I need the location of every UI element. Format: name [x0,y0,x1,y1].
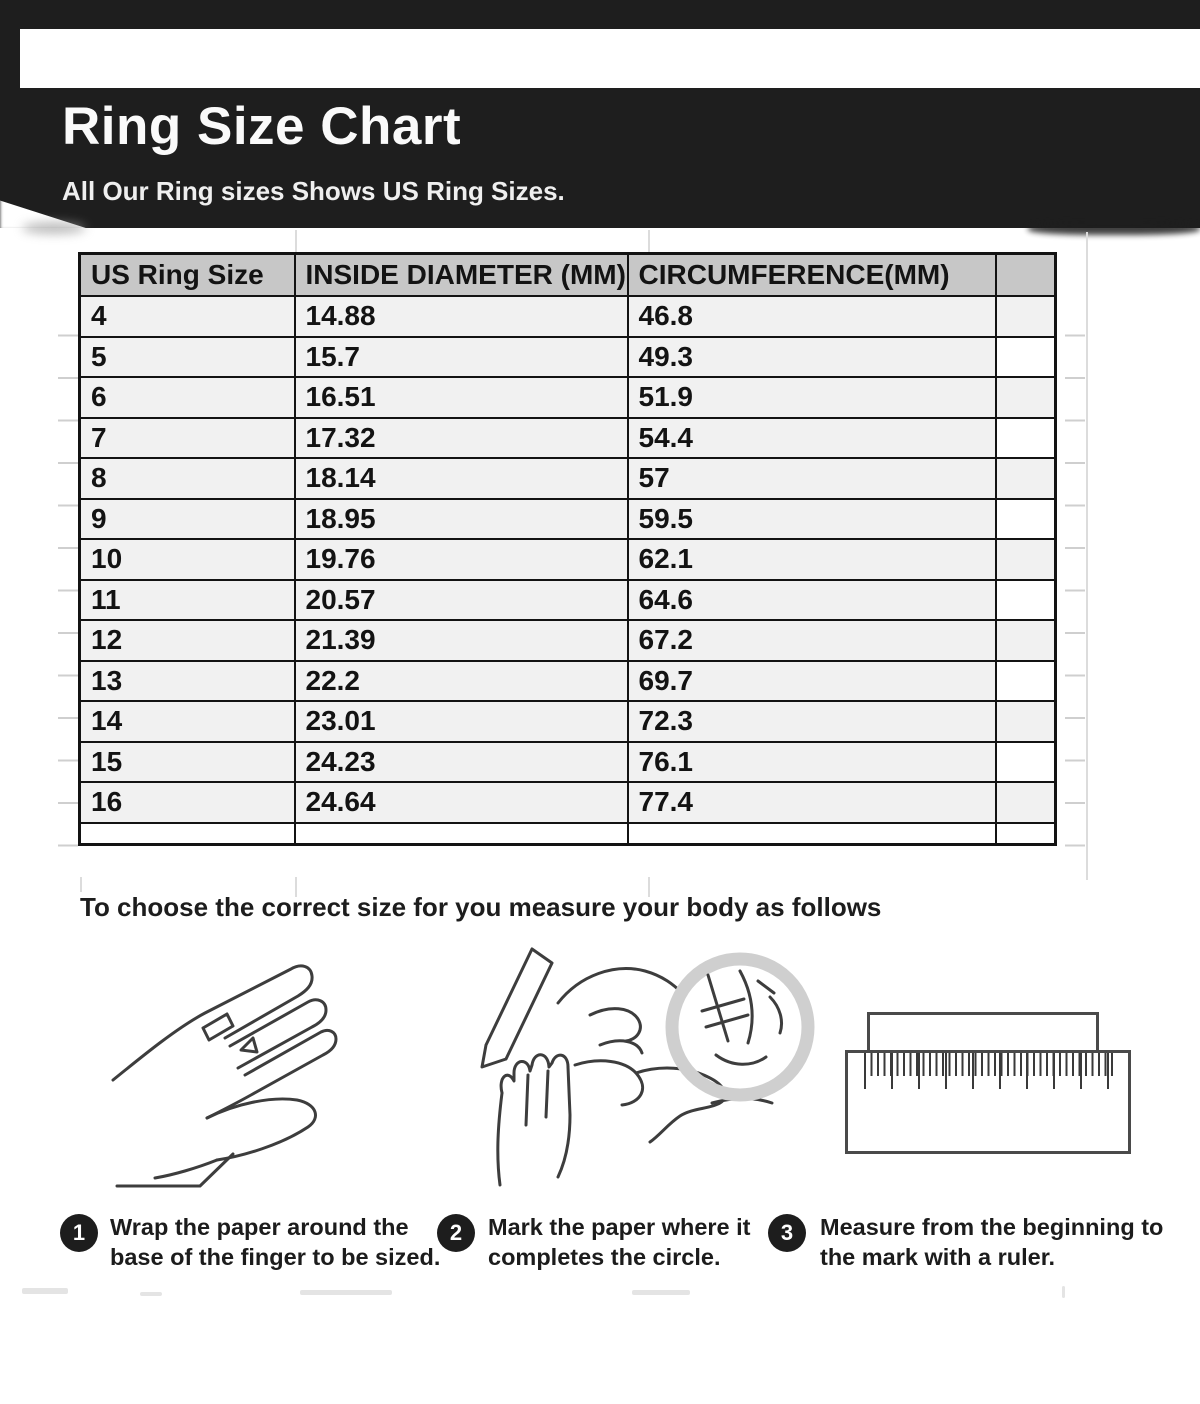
cell-circumference: 46.8 [628,296,996,337]
hand-paper-wrap-illustration [105,958,450,1203]
table-row [80,296,1056,337]
spill-cell [996,337,1056,378]
artifact-smudge [1062,1286,1065,1298]
cell-diameter: 16.51 [295,377,628,418]
cell-circumference: 72.3 [628,701,996,742]
header-white-strip [20,29,1200,88]
artifact-smudge [22,1288,68,1294]
ruler-ticks-major [864,1053,1114,1089]
mark-paper-pen-illustration [440,945,850,1200]
cell-size: 14 [80,701,295,742]
cell-circumference: 49.3 [628,337,996,378]
cell-size: 12 [80,620,295,661]
cell-size: 9 [80,499,295,540]
ruler-measure-illustration [845,1008,1133,1156]
page-subtitle: All Our Ring sizes Shows US Ring Sizes. [62,176,565,206]
cell-diameter: 22.2 [295,661,628,702]
cell-size: 4 [80,296,295,337]
table-row [80,580,1056,621]
cell-diameter: 19.76 [295,539,628,580]
table-row [80,499,1056,540]
step-1-text: Wrap the paper around the base of the finger to be sized. [110,1214,441,1271]
step-1-badge: 1 [60,1214,98,1252]
spill-cell [996,620,1056,661]
cell-size: 16 [80,782,295,823]
step-2-badge: 2 [437,1214,475,1252]
table-row [80,377,1056,418]
cell-diameter: 23.01 [295,701,628,742]
cell-size: 6 [80,377,295,418]
step-2-text: Mark the paper where it completes the circle. [488,1214,751,1271]
magnifier-circle-icon [672,959,808,1095]
artifact-smudge [632,1290,690,1295]
ring-size-table [78,252,1057,846]
table-row [80,458,1056,499]
spill-cell [996,296,1056,337]
cell-size: 11 [80,580,295,621]
cell-size: 13 [80,661,295,702]
cell-circumference: 51.9 [628,377,996,418]
cell-diameter: 18.14 [295,458,628,499]
cell-size: 7 [80,418,295,459]
cell-diameter: 18.95 [295,499,628,540]
table-header-row [80,254,1056,297]
ruler-icon [845,1050,1131,1154]
instruction-heading: To choose the correct size for you measure your body as follows [80,892,882,922]
spill-cell [996,418,1056,459]
cell-diameter: 20.57 [295,580,628,621]
cell-circumference: 54.4 [628,418,996,459]
page-title: Ring Size Chart [62,97,462,156]
cell-size: 5 [80,337,295,378]
header-banner [0,0,1200,228]
gridline [1086,232,1088,880]
table-row [80,418,1056,459]
gridline-ticks-right [1065,294,1085,851]
cell-circumference: 67.2 [628,620,996,661]
gridline [648,230,650,252]
artifact-smudge [300,1290,392,1295]
spill-cell [996,254,1056,297]
cell-diameter: 21.39 [295,620,628,661]
cell-diameter: 17.32 [295,418,628,459]
gridline [295,230,297,252]
cell-diameter: 15.7 [295,337,628,378]
table-row [80,701,1056,742]
table-row [80,661,1056,702]
table-row [80,620,1056,661]
table-row [80,742,1056,783]
cell-size: 10 [80,539,295,580]
table-row [80,539,1056,580]
pencil-icon [482,949,552,1067]
cell-circumference: 77.4 [628,782,996,823]
cell-circumference: 76.1 [628,742,996,783]
gridline-ticks-left [58,294,78,851]
step-3-text: Measure from the beginning to the mark with a ruler. [820,1214,1164,1271]
cell-circumference: 57 [628,458,996,499]
spill-cell [996,580,1056,621]
page-curl-right [1028,222,1200,235]
gridline [80,877,82,892]
spill-cell [996,782,1056,823]
table-row [80,337,1056,378]
step-3-badge: 3 [768,1214,806,1252]
column-header-circumference: CIRCUMFERENCE(MM) [628,254,996,297]
spill-cell [996,742,1056,783]
cell-diameter: 24.23 [295,742,628,783]
column-header-inside-diameter: INSIDE DIAMETER (MM) [295,254,628,297]
cell-size: 15 [80,742,295,783]
spill-cell [996,701,1056,742]
table-empty-row [80,823,1056,845]
page-curl-left-shadow [22,222,86,234]
spill-cell [996,458,1056,499]
cell-circumference: 59.5 [628,499,996,540]
spill-cell [996,661,1056,702]
spill-cell [996,377,1056,418]
cell-circumference: 69.7 [628,661,996,702]
spill-cell [996,539,1056,580]
table-row [80,782,1056,823]
artifact-smudge [140,1292,162,1296]
spill-cell [996,499,1056,540]
cell-diameter: 14.88 [295,296,628,337]
column-header-us-ring-size: US Ring Size [80,254,295,297]
cell-size: 8 [80,458,295,499]
cell-circumference: 62.1 [628,539,996,580]
cell-diameter: 24.64 [295,782,628,823]
cell-circumference: 64.6 [628,580,996,621]
